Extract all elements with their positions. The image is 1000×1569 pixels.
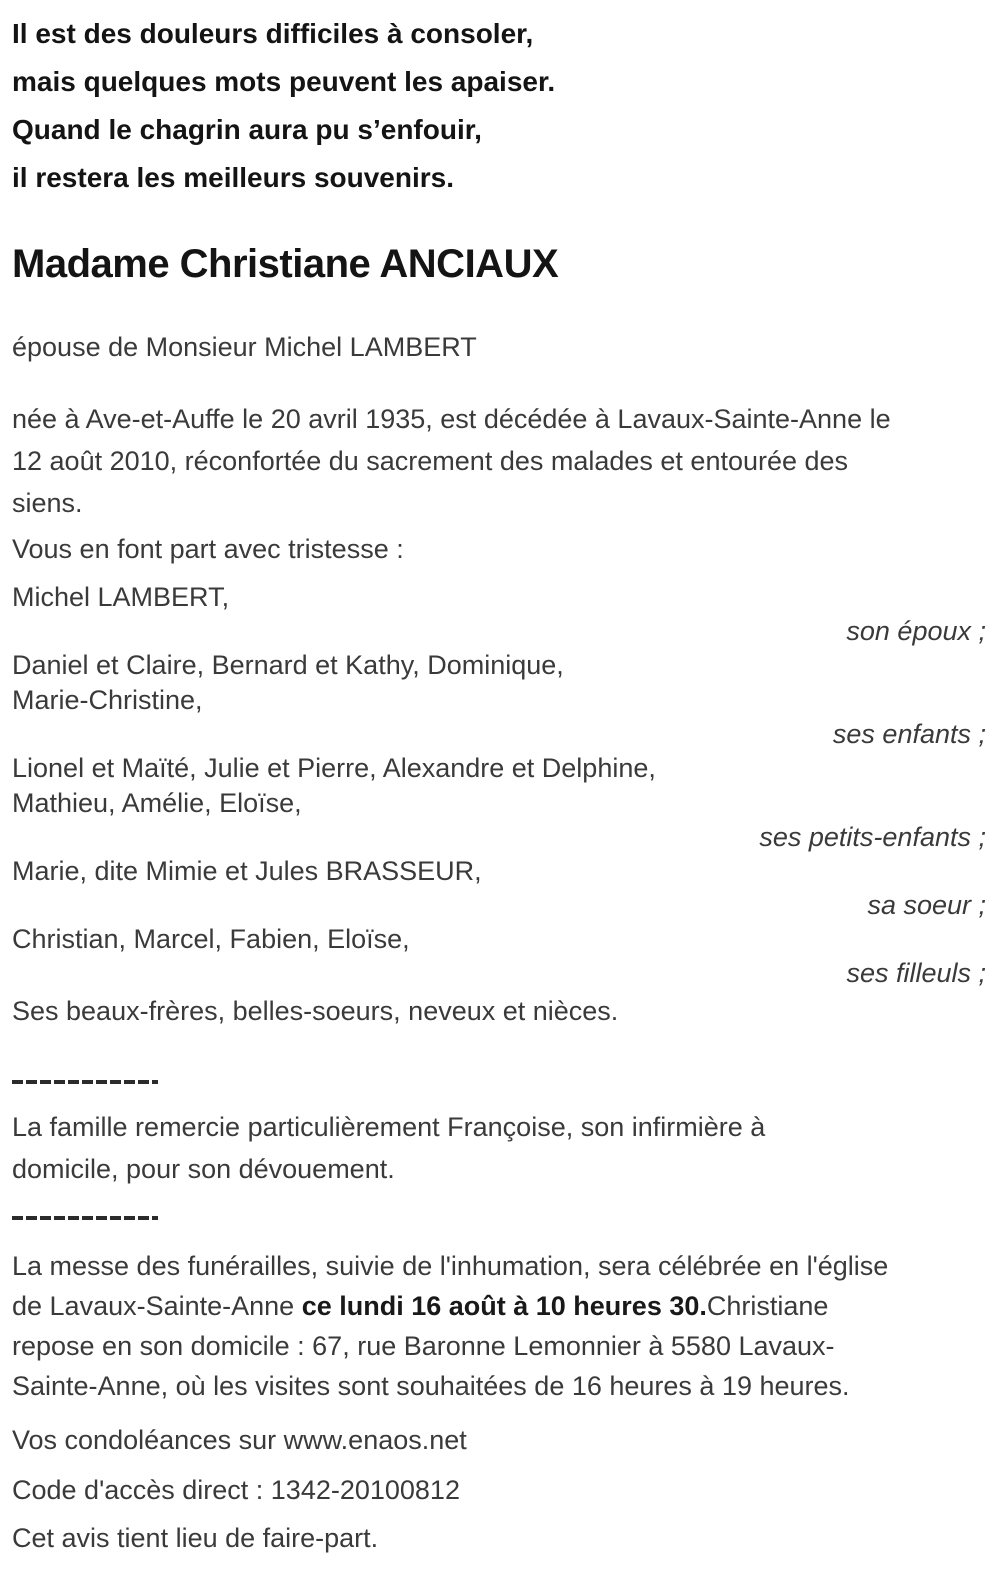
poem-line: Quand le chagrin aura pu s’enfouir,	[12, 114, 482, 145]
relation-label: ses filleuls ;	[846, 958, 986, 988]
relative-group-children	[12, 648, 986, 751]
funeral-paragraph	[12, 1246, 986, 1406]
relative-names: Marie-Christine,	[12, 685, 203, 715]
relative-names: Marie, dite Mimie et Jules BRASSEUR,	[12, 856, 482, 886]
poem-line: il restera les meilleurs souvenirs.	[12, 162, 455, 193]
access-code-line: Code d'accès direct : 1342-20100812	[12, 1475, 460, 1505]
closing-note: Cet avis tient lieu de faire-part.	[12, 1523, 379, 1553]
relative-group-godchildren	[12, 922, 986, 990]
text-line: née à Ave-et-Auffe le 20 avril 1935, est décédée à Lavaux-Sainte-Anne le	[12, 404, 891, 434]
text-line: repose en son domicile : 67, rue Baronne Lemonnier à 5580 Lavaux-	[12, 1331, 835, 1361]
condolences-line: Vos condoléances sur www.enaos.net	[12, 1425, 467, 1455]
text-run: de Lavaux-Sainte-Anne	[12, 1291, 302, 1321]
relative-group-grandchildren	[12, 751, 986, 854]
relative-names: Lionel et Maïté, Julie et Pierre, Alexandre et Delphine,	[12, 753, 656, 783]
relative-group-sister	[12, 854, 986, 922]
text-run: Christiane	[706, 1291, 829, 1321]
funeral-datetime-bold: ce lundi 16 août à 10 heures 30.	[301, 1291, 707, 1321]
text-line: La famille remercie particulièrement Françoise, son infirmière à	[12, 1112, 766, 1142]
poem	[12, 10, 986, 202]
relative-group-spouse	[12, 580, 986, 648]
poem-line: mais quelques mots peuvent les apaiser.	[12, 66, 556, 97]
relation-label: ses petits-enfants ;	[759, 822, 986, 852]
separator-line	[12, 1080, 158, 1084]
separator-line	[12, 1216, 158, 1220]
relative-names: Mathieu, Amélie, Eloïse,	[12, 788, 302, 818]
birth-death-paragraph	[12, 398, 986, 524]
text-line: domicile, pour son dévouement.	[12, 1154, 395, 1184]
text-line: 12 août 2010, réconfortée du sacrement des malades et entourée des	[12, 446, 849, 476]
relation-label: sa soeur ;	[867, 890, 986, 920]
relative-names: Michel LAMBERT,	[12, 582, 230, 612]
poem-line: Il est des douleurs difficiles à consoler,	[12, 18, 534, 49]
text-line: Sainte-Anne, où les visites sont souhaitées de 16 heures à 19 heures.	[12, 1371, 850, 1401]
deceased-name: Madame Christiane ANCIAUX	[12, 242, 559, 286]
relative-names: Christian, Marcel, Fabien, Eloïse,	[12, 924, 410, 954]
relation-label: ses enfants ;	[832, 719, 986, 749]
relatives-closing: Ses beaux-frères, belles-soeurs, neveux et nièces.	[12, 996, 619, 1026]
relative-names: Daniel et Claire, Bernard et Kathy, Dominique,	[12, 650, 564, 680]
relation-label: son époux ;	[846, 616, 986, 646]
text-line	[12, 1286, 986, 1326]
relatives-list	[12, 580, 986, 1032]
announcement-intro: Vous en font part avec tristesse :	[12, 534, 404, 564]
text-line: siens.	[12, 488, 83, 518]
spouse-line: épouse de Monsieur Michel LAMBERT	[12, 332, 477, 362]
thanks-paragraph	[12, 1106, 986, 1190]
text-line: La messe des funérailles, suivie de l'inhumation, sera célébrée en l'église	[12, 1251, 889, 1281]
